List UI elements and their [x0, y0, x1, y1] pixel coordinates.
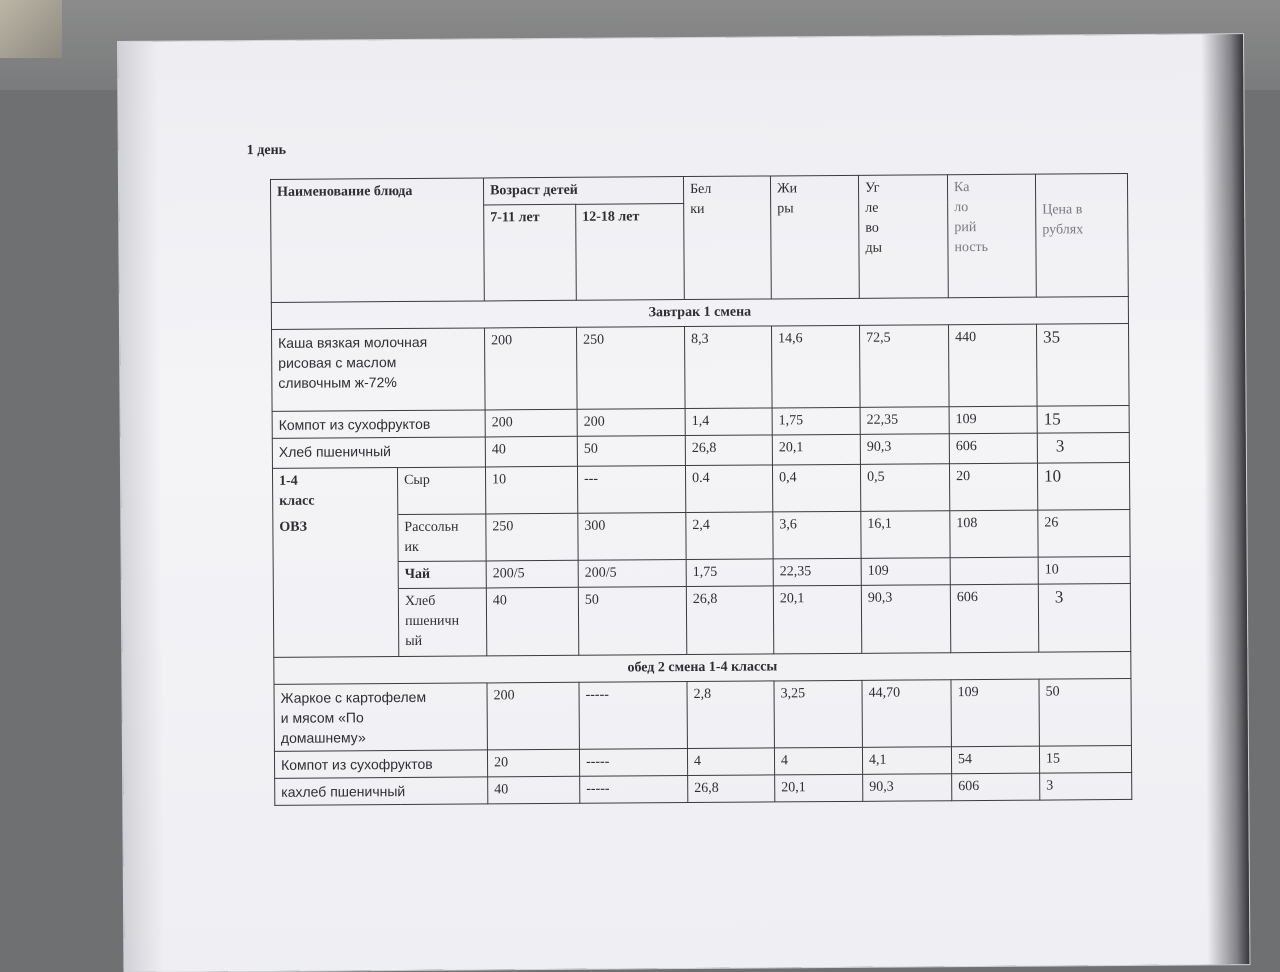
price-value: 10 [1038, 556, 1130, 584]
price-value: 50 [1039, 678, 1131, 746]
calories-value: 606 [949, 433, 1037, 464]
dish-name: Чай [398, 560, 486, 588]
header-age: Возраст детей [483, 177, 683, 205]
carbs-value: 72,5 [859, 325, 949, 408]
carbs-value: 0,5 [860, 464, 949, 511]
fat-value: 1,75 [772, 407, 860, 435]
calories-value: 606 [952, 773, 1040, 801]
dish-name: Сыр [397, 467, 485, 514]
portion-7-11: 40 [485, 436, 577, 467]
dish-name: Каша вязкая молочная рисовая с маслом сливочным ж-72% [272, 328, 486, 411]
portion-12-18: ----- [579, 748, 687, 776]
fat-value: 20,1 [775, 774, 863, 802]
dish-name: Компот из сухофруктов [272, 410, 485, 438]
price-value: 3 [1038, 583, 1130, 652]
portion-7-11: 10 [485, 466, 577, 513]
background-object [0, 0, 62, 58]
portion-12-18: 200/5 [578, 559, 686, 587]
calories-value: 108 [950, 510, 1038, 558]
fat-value: 20,1 [772, 434, 860, 465]
fat-value: 14,6 [771, 325, 860, 408]
dish-name: Жаркое с картофелем и мясом «По домашнему» [274, 682, 487, 750]
price-value: 3 [1040, 772, 1132, 800]
header-calories: Ка ло рий ность [947, 174, 1036, 298]
portion-7-11: 200 [485, 409, 577, 437]
carbs-value: 90,3 [863, 773, 952, 801]
calories-value [950, 557, 1038, 585]
portion-12-18: 50 [578, 586, 686, 655]
group-label-spacer [273, 588, 398, 657]
portion-12-18: --- [577, 466, 685, 513]
protein-value: 2,4 [686, 511, 773, 559]
group-label: ОВЗ [273, 514, 398, 562]
portion-7-11: 200 [485, 327, 578, 410]
calories-value: 109 [951, 679, 1039, 747]
price-value: 3 [1037, 432, 1129, 463]
price-value: 15 [1039, 745, 1131, 773]
portion-7-11: 40 [486, 587, 578, 656]
group-label: 1-4 класс [272, 468, 397, 515]
portion-7-11: 250 [486, 513, 578, 561]
protein-value: 26,8 [688, 774, 775, 802]
portion-12-18: ----- [579, 681, 687, 749]
carbs-value: 90,3 [861, 584, 950, 653]
fat-value: 4 [774, 747, 862, 775]
header-carbs: Уг ле во ды [858, 175, 948, 299]
carbs-value: 109 [861, 557, 950, 585]
portion-7-11: 20 [487, 749, 579, 777]
price-value: 35 [1036, 323, 1129, 406]
fat-value: 3,6 [773, 511, 861, 559]
day-heading: 1 день [246, 142, 287, 159]
table-row [272, 462, 1129, 514]
dish-name: Рассольн ик [398, 513, 486, 561]
protein-value: 1,75 [686, 558, 773, 586]
table-row [273, 509, 1130, 562]
price-value: 15 [1037, 405, 1129, 433]
calories-value: 54 [951, 746, 1039, 774]
protein-value: 26,8 [686, 585, 773, 654]
header-age-b: 12-18 лет [576, 204, 685, 301]
table-row [274, 678, 1131, 751]
carbs-value: 44,70 [862, 679, 951, 747]
portion-7-11: 200 [487, 682, 579, 750]
fat-value: 22,35 [773, 558, 861, 586]
portion-12-18: 200 [577, 409, 685, 437]
carbs-value: 4,1 [862, 746, 951, 774]
dish-name: кахлеб пшеничный [275, 776, 488, 804]
dish-name: Хлеб пшеничн ый [398, 587, 486, 656]
menu-table [270, 173, 1132, 805]
portion-7-11: 40 [488, 776, 580, 804]
protein-value: 2,8 [687, 680, 774, 748]
table-row [275, 772, 1132, 805]
portion-7-11: 200/5 [486, 560, 578, 588]
table-row [273, 583, 1130, 657]
header-protein: Бел ки [683, 176, 771, 300]
section-breakfast: Завтрак 1 смена [271, 296, 1128, 329]
table-row [272, 323, 1130, 411]
protein-value: 4 [687, 747, 774, 775]
fat-value: 3,25 [774, 680, 862, 748]
calories-value: 606 [950, 584, 1038, 653]
protein-value: 1,4 [685, 408, 772, 436]
calories-value: 440 [948, 324, 1037, 407]
group-label-spacer [273, 561, 398, 589]
header-fat: Жи ры [770, 175, 859, 299]
protein-value: 26,8 [685, 435, 772, 466]
portion-12-18: 300 [578, 512, 686, 560]
paper-sheet [118, 34, 1249, 972]
portion-12-18: 50 [577, 436, 685, 467]
section-lunch: обед 2 смена 1-4 классы [274, 651, 1131, 684]
header-price: Цена в рублях [1035, 173, 1128, 297]
calories-value: 109 [949, 406, 1037, 434]
fat-value: 0,4 [772, 464, 860, 511]
dish-name: Компот из сухофруктов [274, 749, 487, 777]
protein-value: 0.4 [685, 465, 772, 512]
protein-value: 8,3 [685, 326, 773, 409]
carbs-value: 16,1 [861, 510, 950, 558]
dish-name: Хлеб пшеничный [272, 437, 485, 468]
header-dish-name: Наименование блюда [270, 178, 484, 302]
carbs-value: 90,3 [860, 434, 949, 465]
portion-12-18: ----- [580, 775, 688, 803]
portion-12-18: 250 [577, 327, 686, 410]
calories-value: 20 [949, 463, 1037, 510]
header-age-a: 7-11 лет [484, 204, 577, 301]
price-value: 10 [1037, 462, 1129, 509]
price-value: 26 [1038, 509, 1130, 557]
fat-value: 20,1 [773, 585, 861, 654]
carbs-value: 22,35 [860, 407, 949, 435]
